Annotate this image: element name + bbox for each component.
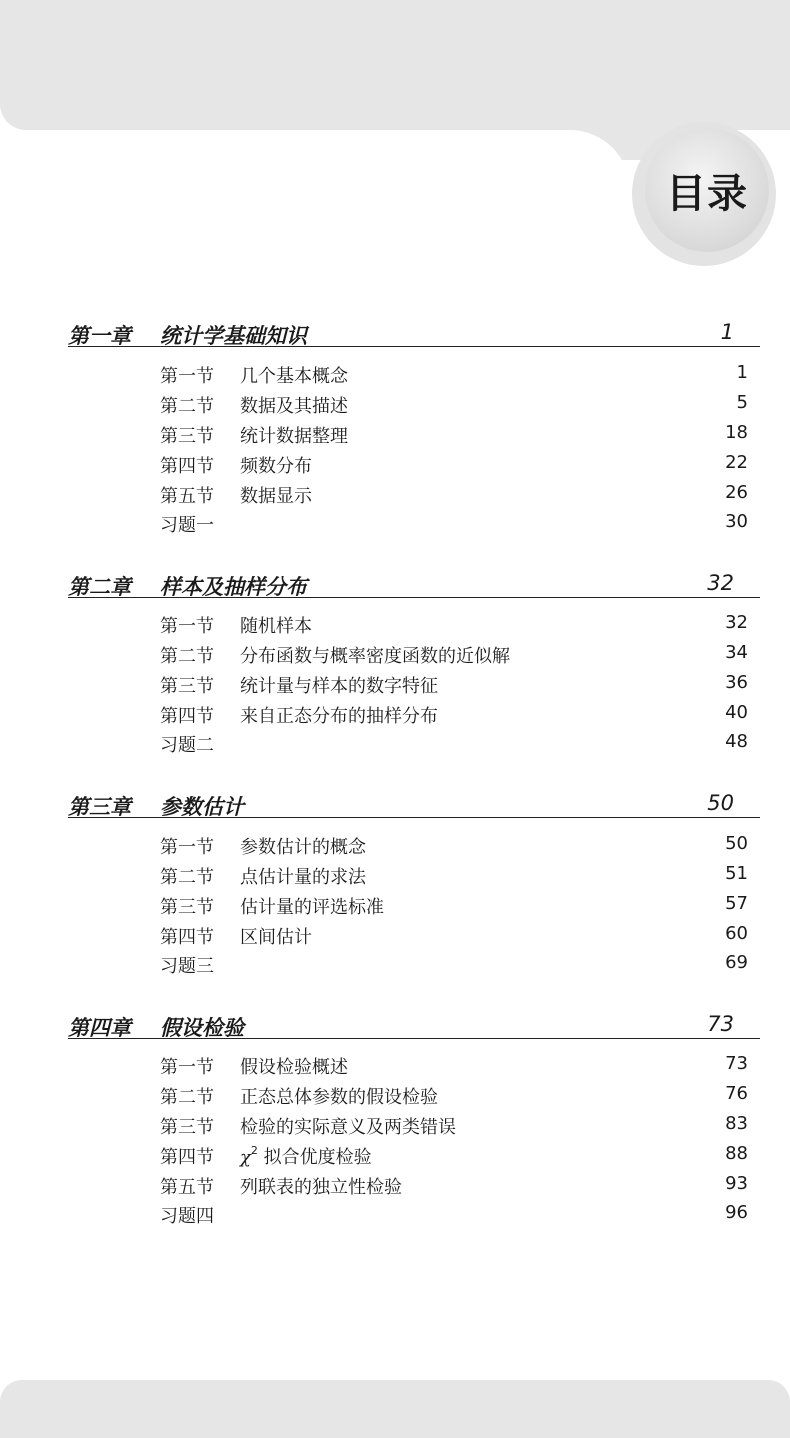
section-title: 点估计量的求法: [240, 867, 366, 888]
section-title: 估计量的评选标准: [240, 897, 384, 918]
section-title: 统计数据整理: [240, 426, 348, 447]
toc-entry[interactable]: [160, 362, 748, 388]
section-title: 参数估计的概念: [240, 837, 366, 858]
section-page-number: 36: [725, 672, 748, 693]
section-label: 第二节: [160, 396, 214, 417]
section-label: 第三节: [160, 426, 214, 447]
section-page-number: 96: [725, 1202, 748, 1223]
toc-entry[interactable]: [160, 702, 748, 728]
section-label: 第三节: [160, 1117, 214, 1138]
section-page-number: 30: [725, 511, 748, 532]
section-label: 第二节: [160, 646, 214, 667]
toc-entry[interactable]: [160, 452, 748, 478]
section-page-number: 40: [725, 702, 748, 723]
section-title: 数据显示: [240, 486, 312, 507]
chapter-heading[interactable]: [68, 791, 760, 818]
section-label: 第一节: [160, 837, 214, 858]
exercise-label: 习题三: [160, 956, 214, 977]
section-label: 第一节: [160, 1057, 214, 1078]
chapter-heading[interactable]: [68, 571, 760, 598]
section-page-number: 57: [725, 893, 748, 914]
chapter-title: 参数估计: [160, 795, 244, 819]
section-title: 频数分布: [240, 456, 312, 477]
chapter-title: 假设检验: [160, 1016, 244, 1040]
section-label: 第二节: [160, 867, 214, 888]
section-page-number: 83: [725, 1113, 748, 1134]
section-label: 第一节: [160, 366, 214, 387]
section-label: 第二节: [160, 1087, 214, 1108]
exercise-label: 习题二: [160, 735, 214, 756]
toc-entry[interactable]: [160, 1053, 748, 1079]
exercise-label: 习题一: [160, 515, 214, 536]
section-page-number: 5: [736, 392, 748, 413]
section-label: 第五节: [160, 486, 214, 507]
toc-entry[interactable]: [160, 422, 748, 448]
toc-entry[interactable]: [160, 833, 748, 859]
toc-entry[interactable]: [160, 731, 748, 757]
section-page-number: 50: [725, 833, 748, 854]
chapter-label: 第三章: [68, 795, 131, 819]
section-title: 列联表的独立性检验: [240, 1177, 402, 1198]
section-label: 第一节: [160, 616, 214, 637]
exercise-label: 习题四: [160, 1206, 214, 1227]
chi-symbol: χ: [240, 1147, 251, 1168]
toc-entry[interactable]: [160, 642, 748, 668]
page-title: 目录: [666, 170, 748, 217]
toc-entry[interactable]: [160, 923, 748, 949]
section-title: 统计量与样本的数字特征: [240, 676, 438, 697]
section-title: 检验的实际意义及两类错误: [240, 1117, 456, 1138]
chapter-page-number: 73: [707, 1012, 734, 1036]
toc-entry[interactable]: [160, 612, 748, 638]
section-label: 第四节: [160, 927, 214, 948]
section-title-text: 拟合优度检验: [263, 1147, 372, 1168]
section-page-number: 88: [725, 1143, 748, 1164]
section-page-number: 26: [725, 482, 748, 503]
toc-entry[interactable]: [160, 1202, 748, 1228]
chapter-page-number: 50: [707, 791, 734, 815]
section-title: 假设检验概述: [240, 1057, 348, 1078]
toc-entry[interactable]: [160, 1173, 748, 1199]
section-title: 正态总体参数的假设检验: [240, 1087, 438, 1108]
section-label: 第四节: [160, 1147, 214, 1168]
section-title: 数据及其描述: [240, 396, 348, 417]
section-page-number: 32: [725, 612, 748, 633]
toc-entry[interactable]: [160, 1113, 748, 1139]
toc-entry[interactable]: [160, 672, 748, 698]
chapter-page-number: 32: [707, 571, 734, 595]
section-title: [240, 1143, 372, 1169]
section-label: 第四节: [160, 456, 214, 477]
chapter-heading[interactable]: [68, 1012, 760, 1039]
chapter-heading[interactable]: [68, 320, 760, 347]
toc-entry[interactable]: [160, 863, 748, 889]
section-page-number: 22: [725, 452, 748, 473]
section-title: 区间估计: [240, 927, 312, 948]
section-page-number: 73: [725, 1053, 748, 1074]
section-title: 几个基本概念: [240, 366, 348, 387]
toc-entry[interactable]: [160, 1143, 748, 1169]
footer-band: [0, 1380, 790, 1438]
chapter-page-number: 1: [720, 320, 734, 344]
toc-entry[interactable]: [160, 392, 748, 418]
toc-entry[interactable]: [160, 482, 748, 508]
superscript: 2: [250, 1144, 258, 1157]
section-label: 第三节: [160, 897, 214, 918]
toc-entry[interactable]: [160, 893, 748, 919]
section-page-number: 1: [736, 362, 748, 383]
section-label: 第三节: [160, 676, 214, 697]
toc-entry[interactable]: [160, 1083, 748, 1109]
section-page-number: 18: [725, 422, 748, 443]
chapter-label: 第一章: [68, 324, 131, 348]
chapter-title: 样本及抽样分布: [160, 575, 307, 599]
section-label: 第四节: [160, 706, 214, 727]
section-page-number: 34: [725, 642, 748, 663]
chapter-title: 统计学基础知识: [160, 324, 307, 348]
chapter-label: 第四章: [68, 1016, 131, 1040]
title-badge: [645, 128, 769, 252]
section-page-number: 93: [725, 1173, 748, 1194]
chapter-label: 第二章: [68, 575, 131, 599]
section-page-number: 51: [725, 863, 748, 884]
section-title: 分布函数与概率密度函数的近似解: [240, 646, 510, 667]
section-page-number: 76: [725, 1083, 748, 1104]
section-label: 第五节: [160, 1177, 214, 1198]
toc-entry[interactable]: [160, 952, 748, 978]
section-title: 随机样本: [240, 616, 312, 637]
section-page-number: 69: [725, 952, 748, 973]
section-page-number: 60: [725, 923, 748, 944]
section-title: 来自正态分布的抽样分布: [240, 706, 438, 727]
section-page-number: 48: [725, 731, 748, 752]
toc-entry[interactable]: [160, 511, 748, 537]
